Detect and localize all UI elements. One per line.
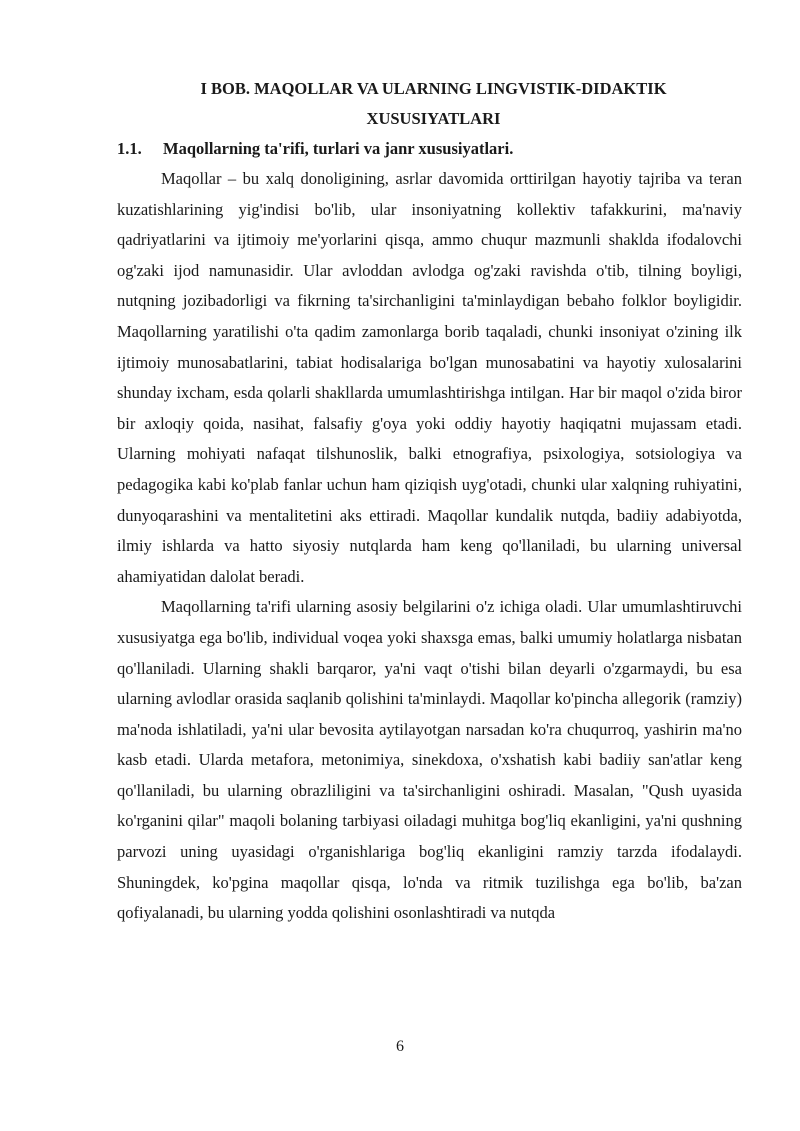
chapter-title-line-1: I BOB. MAQOLLAR VA ULARNING LINGVISTIK-DIDAKTIK xyxy=(200,79,667,98)
section-heading xyxy=(117,134,742,164)
document-page xyxy=(117,74,742,929)
page-number: 6 xyxy=(396,1038,404,1055)
chapter-title-line-2: XUSUSIYATLARI xyxy=(366,109,501,128)
body-paragraph-1: Maqollar – bu xalq donoligining, asrlar davomida orttirilgan hayotiy tajriba va teran kuzatishlarining yig'indisi bo'lib, ular insoniyatning kollektiv tafakkurini, ma'naviy qadriyatlarini va ijtimoiy me'yorlarini qisqa, ammo chuqur mazmunli shaklda ifodalovchi og'zaki ijod namunasidir. Ular avloddan avlodga og'zaki ravishda o'tib, tilning boyligi, nutqning jozibadorligi va fikrning ta'sirchanligini ta'minlaydigan bebaho folklor boyligidir. Maqollarning yaratilishi o'ta qadim zamonlarga borib taqaladi, chunki insoniyat o'zining ilk ijtimoiy munosabatlarini, tabiat hodisalariga bo'lgan munosabatini va hayotiy xulosalarini shunday ixcham, esda qolarli shakllarda umumlashtirishga intilgan. Har bir maqol o'zida biror bir axloqiy qoida, nasihat, falsafiy g'oya yoki oddiy hayotiy haqiqatni mujassam etadi. Ularning mohiyati nafaqat tilshunoslik, balki etnografiya, psixologiya, sotsiologiya va pedagogika kabi ko'plab fanlar uchun ham qiziqish uyg'otadi, chunki ular xalqning ruhiyatini, dunyoqarashini va mentalitetini aks ettiradi. Maqollar kundalik nutqda, badiiy adabiyotda, ilmiy ishlarda va hatto siyosiy nutqlarda ham keng qo'llaniladi, bu ularning universal ahamiyatidan dalolat beradi. xyxy=(117,169,742,586)
section-number: 1.1. xyxy=(117,139,142,158)
section-title: Maqollarning ta'rifi, turlari va janr xususiyatlari. xyxy=(163,139,514,158)
body-paragraph-2: Maqollarning ta'rifi ularning asosiy belgilarini o'z ichiga oladi. Ular umumlashtiruvchi xususiyatga ega bo'lib, individual voqea yoki shaxsga emas, balki umumiy holatlarga nisbatan qo'llaniladi. Ularning shakli barqaror, ya'ni vaqt o'tishi bilan deyarli o'zgarmaydi, bu esa ularning avlodlar orasida saqlanib qolishini ta'minlaydi. Maqollar ko'pincha allegorik (ramziy) ma'noda ishlatiladi, ya'ni ular bevosita aytilayotgan narsadan ko'ra chuqurroq, yashirin ma'no kasb etadi. Ularda metafora, metonimiya, sinekdoxa, o'xshatish kabi badiiy san'atlar keng qo'llaniladi, bu ularning obrazliligini va ta'sirchanligini oshiradi. Masalan, "Qush uyasida ko'rganini qilar" maqoli bolaning tarbiyasi oiladagi muhitga bog'liq ekanligini, ya'ni qushning parvozi uning uyasidagi o'rganishlariga bog'liq ekanligini ramziy tarzda ifodalaydi. Shuningdek, ko'pgina maqollar qisqa, lo'nda va ritmik tuzilishga ega bo'lib, ba'zan qofiyalanadi, bu ularning yodda qolishini osonlashtiradi va nutqda xyxy=(117,597,742,923)
chapter-title xyxy=(117,74,742,134)
